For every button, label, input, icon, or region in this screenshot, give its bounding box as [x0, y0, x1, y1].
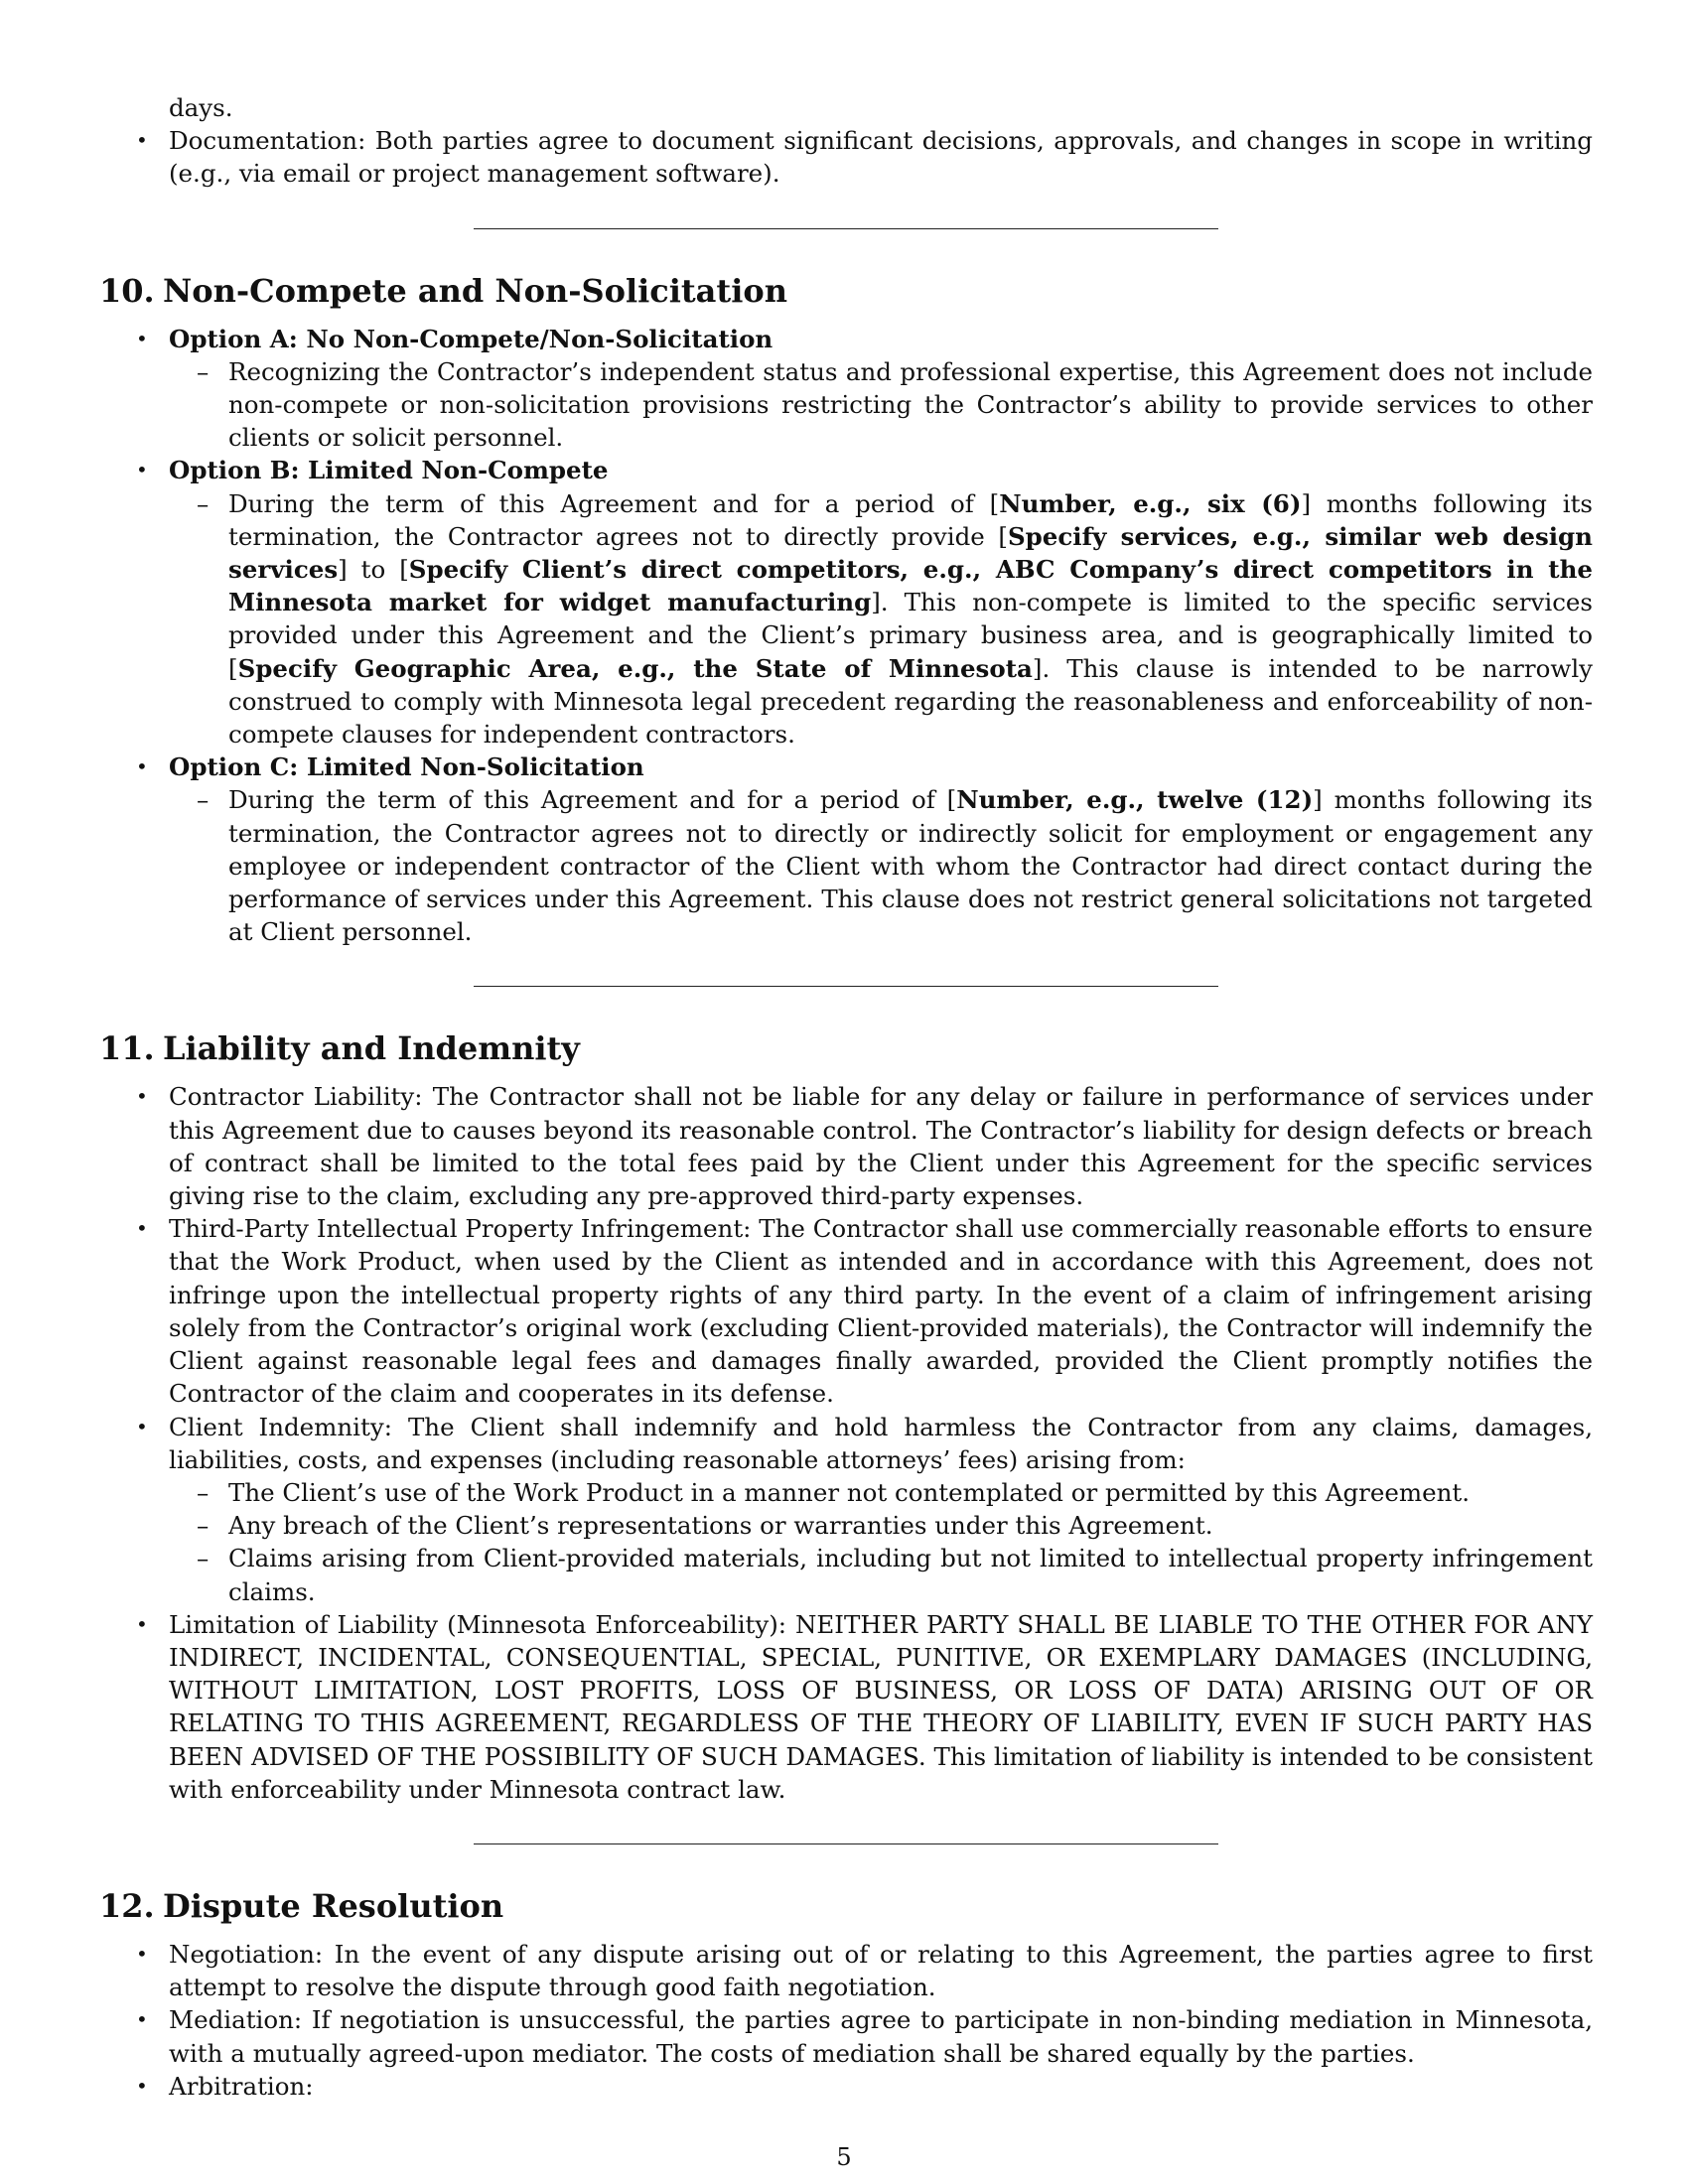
section-heading-10: 10. Non-Compete and Non-Solicitation [99, 271, 787, 310]
bullet-icon: • [136, 458, 148, 482]
option-a-text: – Recognizing the Contractor’s independent status and professional expertise, this Agreement does not include non-compete or non-solicitation provisions restricting the Contractor’s ability to provide services to other clients or solicit personnel. [197, 356, 1593, 453]
list-item-mediation: • Mediation: If negotiation is unsuccessful, the parties agree to participate in non-binding mediation in Minnesota, with a mutually agreed-upon mediator. The costs of mediation shall be shared equally by the parties. [136, 2005, 1593, 2068]
section-divider [474, 986, 1218, 987]
list-item-negotiation: • Negotiation: In the event of any dispute arising out of or relating to this Agreement, the parties agree to first attempt to resolve the dispute through good faith negotiation. [136, 1939, 1593, 2002]
dash-icon: – [197, 1544, 210, 1573]
list-item-arbitration: • Arbitration: [99, 2070, 1593, 2103]
option-b-text: – During the term of this Agreement and for a period of [Number, e.g., six (6)] months following its termination, the Contractor agrees not to directly provide [Specify services, e.g., similar web design services] to [Specify Client’s direct competitors, e.g., ABC Company’s direct competitors in the Minnesota market for widget manufacturing]. This non-compete is limited to the specific services provided under this Agreement and the Client’s primary business area, and is geographically limited to [Specify Geographic Area, e.g., the State of Minnesota]. This clause is intended to be narrowly construed to comply with Minnesota legal precedent regarding the reasonableness and enforceability of non-compete clauses for independent contractors. [197, 488, 1593, 750]
bullet-icon: • [136, 326, 148, 350]
list-item-contractor-liability: • Contractor Liability: The Contractor shall not be liable for any delay or failure in performance of services under this Agreement due to causes beyond its reasonable control. The Contractor’s liability for design defects or breach of contract shall be limited to the total fees paid by the Client under this Agreement for the specific services giving rise to the claim, excluding any pre-approved third-party expenses. [136, 1082, 1593, 1211]
section-divider [474, 1843, 1218, 1844]
bullet-icon: • [136, 1414, 148, 1438]
list-item-documentation: • Documentation: Both parties agree to document significant decisions, approvals, and changes in scope in writing (e.g., via email or project management software). [136, 126, 1593, 189]
option-a-title: • Option A: No Non-Compete/Non-Solicitation [99, 323, 1593, 355]
list-item-third-party-ip: • Third-Party Intellectual Property Infringement: The Contractor shall use commercially reasonable efforts to ensure that the Work Product, when used by the Client as intended and in accordance with this Agreement, does not infringe upon the intellectual property rights of any third party. In the event of a claim of infringement arising solely from the Contractor’s original work (excluding Client-provided materials), the Contractor will indemnify the Client against reasonable legal fees and damages finally awarded, provided the Client promptly notifies the Contractor of the claim and cooperates in its defense. [136, 1214, 1593, 1409]
bullet-icon: • [136, 1611, 148, 1636]
sub-item-indemnity-2: – Any breach of the Client’s representations or warranties under this Agreement. [99, 1509, 1593, 1542]
continued-text: days. [169, 93, 233, 122]
option-b-title: • Option B: Limited Non-Compete [99, 454, 1593, 486]
dash-icon: – [197, 1511, 210, 1541]
bullet-icon: • [136, 754, 148, 779]
bullet-icon: • [136, 1941, 148, 1966]
option-c-title: • Option C: Limited Non-Solicitation [99, 751, 1593, 783]
list-item-limitation-of-liability: • Limitation of Liability (Minnesota Enforceability): NEITHER PARTY SHALL BE LIABLE TO THE OTHER FOR ANY INDIRECT, INCIDENTAL, CONSEQUENTIAL, SPECIAL, PUNITIVE, OR EXEMPLARY DAMAGES (INCLUDING, WITHOUT LIMITATION, LOST PROFITS, LOSS OF BUSINESS, OR LOSS OF DATA) ARISING OUT OF OR RELATING TO THIS AGREEMENT, REGARDLESS OF THE THEORY OF LIABILITY, EVEN IF SUCH PARTY HAS BEEN ADVISED OF THE POSSIBILITY OF SUCH DAMAGES. This limitation of liability is intended to be consistent with enforceability under Minnesota contract law. [136, 1609, 1593, 1804]
page-number: 5 [836, 2143, 852, 2171]
section-heading-12: 12. Dispute Resolution [99, 1886, 504, 1925]
sub-item-indemnity-3: – Claims arising from Client-provided materials, including but not limited to intellectual property infringement claims. [197, 1544, 1593, 1606]
dash-icon: – [197, 1477, 210, 1507]
sub-item-indemnity-1: – The Client’s use of the Work Product in a manner not contemplated or permitted by this Agreement. [99, 1476, 1593, 1509]
option-c-text: – During the term of this Agreement and for a period of [Number, e.g., twelve (12)] months following its termination, the Contractor agrees not to directly or indirectly solicit for employment or engagement any employee or independent contractor of the Client with whom the Contractor had direct contact during the performance of services under this Agreement. This clause does not restrict general solicitations not targeted at Client personnel. [197, 785, 1593, 947]
list-item-client-indemnity: • Client Indemnity: The Client shall indemnify and hold harmless the Contractor from any claims, damages, liabilities, costs, and expenses (including reasonable attorneys’ fees) arising from: [136, 1412, 1593, 1474]
bullet-icon: • [136, 1084, 148, 1109]
dash-icon: – [197, 785, 210, 815]
section-divider [474, 228, 1218, 229]
page-content [99, 91, 1593, 2103]
section-heading-11: 11. Liability and Indemnity [99, 1029, 580, 1068]
bullet-icon: • [136, 1216, 148, 1241]
dash-icon: – [197, 488, 210, 518]
bullet-icon: • [136, 2007, 148, 2032]
dash-icon: – [197, 356, 210, 386]
bullet-icon: • [136, 128, 148, 153]
bullet-icon: • [136, 2073, 148, 2098]
